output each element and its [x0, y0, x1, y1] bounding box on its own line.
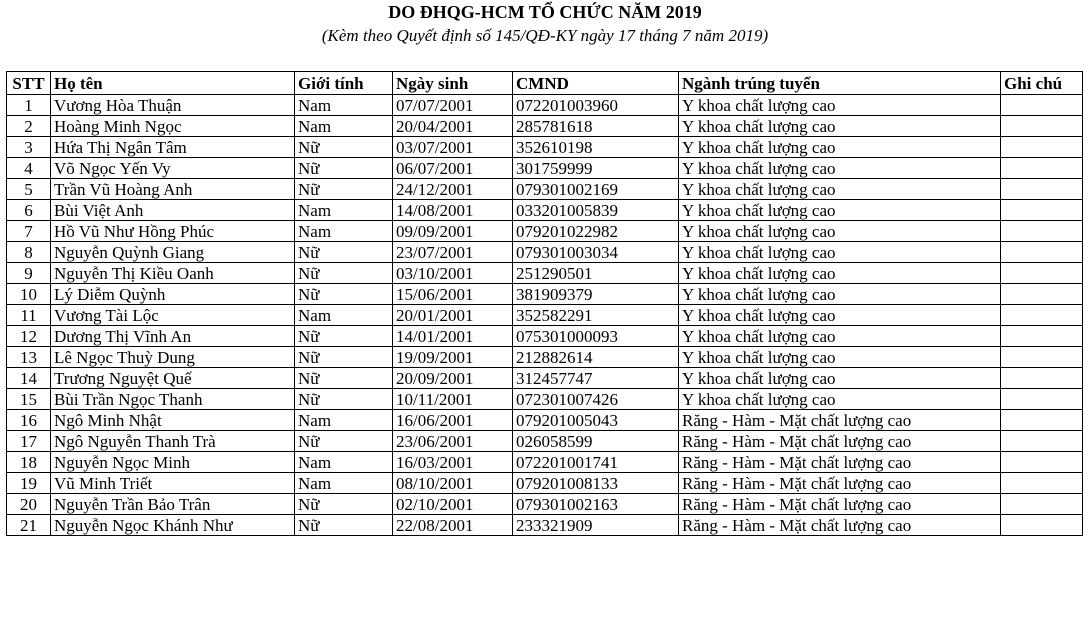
stt-cell: 13: [7, 347, 51, 368]
major-cell: Y khoa chất lượng cao: [679, 242, 1001, 263]
notes-cell: [1001, 116, 1083, 137]
birthdate-cell: 20/01/2001: [393, 305, 513, 326]
table-row: [7, 263, 1083, 284]
id-card-cell: 312457747: [513, 368, 679, 389]
stt-cell: 7: [7, 221, 51, 242]
admission-table: [6, 71, 1083, 536]
column-header-birthdate: Ngày sinh: [393, 72, 513, 95]
major-cell: Y khoa chất lượng cao: [679, 200, 1001, 221]
column-header-id-card: CMND: [513, 72, 679, 95]
birthdate-cell: 06/07/2001: [393, 158, 513, 179]
notes-cell: [1001, 158, 1083, 179]
birthdate-cell: 20/04/2001: [393, 116, 513, 137]
document-subtitle: (Kèm theo Quyết định số 145/QĐ-KY ngày 17 tháng 7 năm 2019): [321, 26, 769, 45]
table-row: [7, 410, 1083, 431]
id-card-cell: 079301002163: [513, 494, 679, 515]
id-card-cell: 251290501: [513, 263, 679, 284]
id-card-cell: 079301002169: [513, 179, 679, 200]
major-cell: Y khoa chất lượng cao: [679, 368, 1001, 389]
gender-cell: Nam: [295, 95, 393, 116]
id-card-cell: 033201005839: [513, 200, 679, 221]
notes-cell: [1001, 95, 1083, 116]
id-card-cell: 301759999: [513, 158, 679, 179]
name-cell: Nguyễn Trần Bảo Trân: [51, 494, 295, 515]
birthdate-cell: 16/06/2001: [393, 410, 513, 431]
birthdate-cell: 23/06/2001: [393, 431, 513, 452]
birthdate-cell: 07/07/2001: [393, 95, 513, 116]
gender-cell: Nữ: [295, 137, 393, 158]
name-cell: Lê Ngọc Thuỳ Dung: [51, 347, 295, 368]
major-cell: Y khoa chất lượng cao: [679, 389, 1001, 410]
column-header-major: Ngành trúng tuyển: [679, 72, 1001, 95]
notes-cell: [1001, 494, 1083, 515]
name-cell: Vũ Minh Triết: [51, 473, 295, 494]
notes-cell: [1001, 263, 1083, 284]
stt-cell: 9: [7, 263, 51, 284]
birthdate-cell: 03/07/2001: [393, 137, 513, 158]
notes-cell: [1001, 347, 1083, 368]
table-row: [7, 326, 1083, 347]
birthdate-cell: 14/08/2001: [393, 200, 513, 221]
stt-cell: 2: [7, 116, 51, 137]
gender-cell: Nữ: [295, 515, 393, 536]
name-cell: Võ Ngọc Yến Vy: [51, 158, 295, 179]
gender-cell: Nữ: [295, 158, 393, 179]
gender-cell: Nữ: [295, 347, 393, 368]
table-row: [7, 347, 1083, 368]
major-cell: Răng - Hàm - Mặt chất lượng cao: [679, 452, 1001, 473]
gender-cell: Nam: [295, 116, 393, 137]
gender-cell: Nữ: [295, 179, 393, 200]
id-card-cell: 026058599: [513, 431, 679, 452]
id-card-cell: 072301007426: [513, 389, 679, 410]
id-card-cell: 079301003034: [513, 242, 679, 263]
name-cell: Bùi Việt Anh: [51, 200, 295, 221]
table-header-row: [7, 72, 1083, 95]
document-title: DO ĐHQG-HCM TỔ CHỨC NĂM 2019: [388, 2, 702, 22]
stt-cell: 5: [7, 179, 51, 200]
id-card-cell: 075301000093: [513, 326, 679, 347]
name-cell: Dương Thị Vĩnh An: [51, 326, 295, 347]
notes-cell: [1001, 137, 1083, 158]
id-card-cell: 079201022982: [513, 221, 679, 242]
name-cell: Hồ Vũ Như Hồng Phúc: [51, 221, 295, 242]
table-row: [7, 452, 1083, 473]
gender-cell: Nam: [295, 473, 393, 494]
name-cell: Vương Tài Lộc: [51, 305, 295, 326]
column-header-gender: Giới tính: [295, 72, 393, 95]
stt-cell: 12: [7, 326, 51, 347]
major-cell: Răng - Hàm - Mặt chất lượng cao: [679, 473, 1001, 494]
notes-cell: [1001, 179, 1083, 200]
major-cell: Y khoa chất lượng cao: [679, 284, 1001, 305]
major-cell: Y khoa chất lượng cao: [679, 305, 1001, 326]
name-cell: Hứa Thị Ngân Tâm: [51, 137, 295, 158]
birthdate-cell: 20/09/2001: [393, 368, 513, 389]
table-row: [7, 242, 1083, 263]
stt-cell: 14: [7, 368, 51, 389]
gender-cell: Nữ: [295, 242, 393, 263]
gender-cell: Nữ: [295, 368, 393, 389]
notes-cell: [1001, 410, 1083, 431]
table-row: [7, 473, 1083, 494]
birthdate-cell: 14/01/2001: [393, 326, 513, 347]
stt-cell: 1: [7, 95, 51, 116]
table-row: [7, 116, 1083, 137]
gender-cell: Nữ: [295, 389, 393, 410]
notes-cell: [1001, 284, 1083, 305]
major-cell: Y khoa chất lượng cao: [679, 221, 1001, 242]
notes-cell: [1001, 221, 1083, 242]
id-card-cell: 352582291: [513, 305, 679, 326]
id-card-cell: 212882614: [513, 347, 679, 368]
birthdate-cell: 24/12/2001: [393, 179, 513, 200]
stt-cell: 3: [7, 137, 51, 158]
table-row: [7, 284, 1083, 305]
gender-cell: Nữ: [295, 494, 393, 515]
birthdate-cell: 16/03/2001: [393, 452, 513, 473]
major-cell: Răng - Hàm - Mặt chất lượng cao: [679, 431, 1001, 452]
major-cell: Y khoa chất lượng cao: [679, 263, 1001, 284]
id-card-cell: 285781618: [513, 116, 679, 137]
table-row: [7, 389, 1083, 410]
notes-cell: [1001, 452, 1083, 473]
major-cell: Răng - Hàm - Mặt chất lượng cao: [679, 494, 1001, 515]
table-row: [7, 179, 1083, 200]
table-row: [7, 95, 1083, 116]
gender-cell: Nữ: [295, 284, 393, 305]
id-card-cell: 233321909: [513, 515, 679, 536]
stt-cell: 11: [7, 305, 51, 326]
name-cell: Ngô Minh Nhật: [51, 410, 295, 431]
birthdate-cell: 10/11/2001: [393, 389, 513, 410]
name-cell: Lý Diễm Quỳnh: [51, 284, 295, 305]
gender-cell: Nam: [295, 221, 393, 242]
major-cell: Y khoa chất lượng cao: [679, 116, 1001, 137]
major-cell: Y khoa chất lượng cao: [679, 347, 1001, 368]
id-card-cell: 381909379: [513, 284, 679, 305]
table-row: [7, 158, 1083, 179]
name-cell: Trần Vũ Hoàng Anh: [51, 179, 295, 200]
notes-cell: [1001, 242, 1083, 263]
notes-cell: [1001, 431, 1083, 452]
id-card-cell: 072201001741: [513, 452, 679, 473]
major-cell: Y khoa chất lượng cao: [679, 326, 1001, 347]
major-cell: Y khoa chất lượng cao: [679, 95, 1001, 116]
table-row: [7, 515, 1083, 536]
gender-cell: Nam: [295, 200, 393, 221]
name-cell: Nguyễn Ngọc Minh: [51, 452, 295, 473]
major-cell: Y khoa chất lượng cao: [679, 179, 1001, 200]
id-card-cell: 352610198: [513, 137, 679, 158]
birthdate-cell: 02/10/2001: [393, 494, 513, 515]
name-cell: Ngô Nguyễn Thanh Trà: [51, 431, 295, 452]
id-card-cell: 079201005043: [513, 410, 679, 431]
gender-cell: Nữ: [295, 263, 393, 284]
major-cell: Y khoa chất lượng cao: [679, 137, 1001, 158]
table-body: [7, 95, 1083, 536]
notes-cell: [1001, 389, 1083, 410]
column-header-stt: STT: [7, 72, 51, 95]
stt-cell: 10: [7, 284, 51, 305]
stt-cell: 20: [7, 494, 51, 515]
birthdate-cell: 15/06/2001: [393, 284, 513, 305]
table-row: [7, 494, 1083, 515]
notes-cell: [1001, 368, 1083, 389]
major-cell: Y khoa chất lượng cao: [679, 158, 1001, 179]
stt-cell: 18: [7, 452, 51, 473]
stt-cell: 15: [7, 389, 51, 410]
name-cell: Hoàng Minh Ngọc: [51, 116, 295, 137]
notes-cell: [1001, 515, 1083, 536]
table-row: [7, 200, 1083, 221]
table-row: [7, 431, 1083, 452]
table-row: [7, 137, 1083, 158]
gender-cell: Nam: [295, 305, 393, 326]
column-header-name: Họ tên: [51, 72, 295, 95]
stt-cell: 17: [7, 431, 51, 452]
gender-cell: Nữ: [295, 326, 393, 347]
table-row: [7, 305, 1083, 326]
stt-cell: 4: [7, 158, 51, 179]
stt-cell: 6: [7, 200, 51, 221]
name-cell: Nguyễn Ngọc Khánh Như: [51, 515, 295, 536]
birthdate-cell: 23/07/2001: [393, 242, 513, 263]
birthdate-cell: 03/10/2001: [393, 263, 513, 284]
gender-cell: Nam: [295, 410, 393, 431]
birthdate-cell: 09/09/2001: [393, 221, 513, 242]
notes-cell: [1001, 326, 1083, 347]
name-cell: Nguyễn Quỳnh Giang: [51, 242, 295, 263]
id-card-cell: 079201008133: [513, 473, 679, 494]
table-row: [7, 221, 1083, 242]
name-cell: Nguyễn Thị Kiều Oanh: [51, 263, 295, 284]
major-cell: Răng - Hàm - Mặt chất lượng cao: [679, 515, 1001, 536]
gender-cell: Nữ: [295, 431, 393, 452]
name-cell: Bùi Trần Ngọc Thanh: [51, 389, 295, 410]
major-cell: Răng - Hàm - Mặt chất lượng cao: [679, 410, 1001, 431]
notes-cell: [1001, 200, 1083, 221]
notes-cell: [1001, 473, 1083, 494]
birthdate-cell: 22/08/2001: [393, 515, 513, 536]
column-header-notes: Ghi chú: [1001, 72, 1083, 95]
table-row: [7, 368, 1083, 389]
stt-cell: 19: [7, 473, 51, 494]
stt-cell: 21: [7, 515, 51, 536]
notes-cell: [1001, 305, 1083, 326]
name-cell: Vương Hòa Thuận: [51, 95, 295, 116]
gender-cell: Nam: [295, 452, 393, 473]
birthdate-cell: 08/10/2001: [393, 473, 513, 494]
name-cell: Trương Nguyệt Quế: [51, 368, 295, 389]
id-card-cell: 072201003960: [513, 95, 679, 116]
birthdate-cell: 19/09/2001: [393, 347, 513, 368]
stt-cell: 8: [7, 242, 51, 263]
stt-cell: 16: [7, 410, 51, 431]
